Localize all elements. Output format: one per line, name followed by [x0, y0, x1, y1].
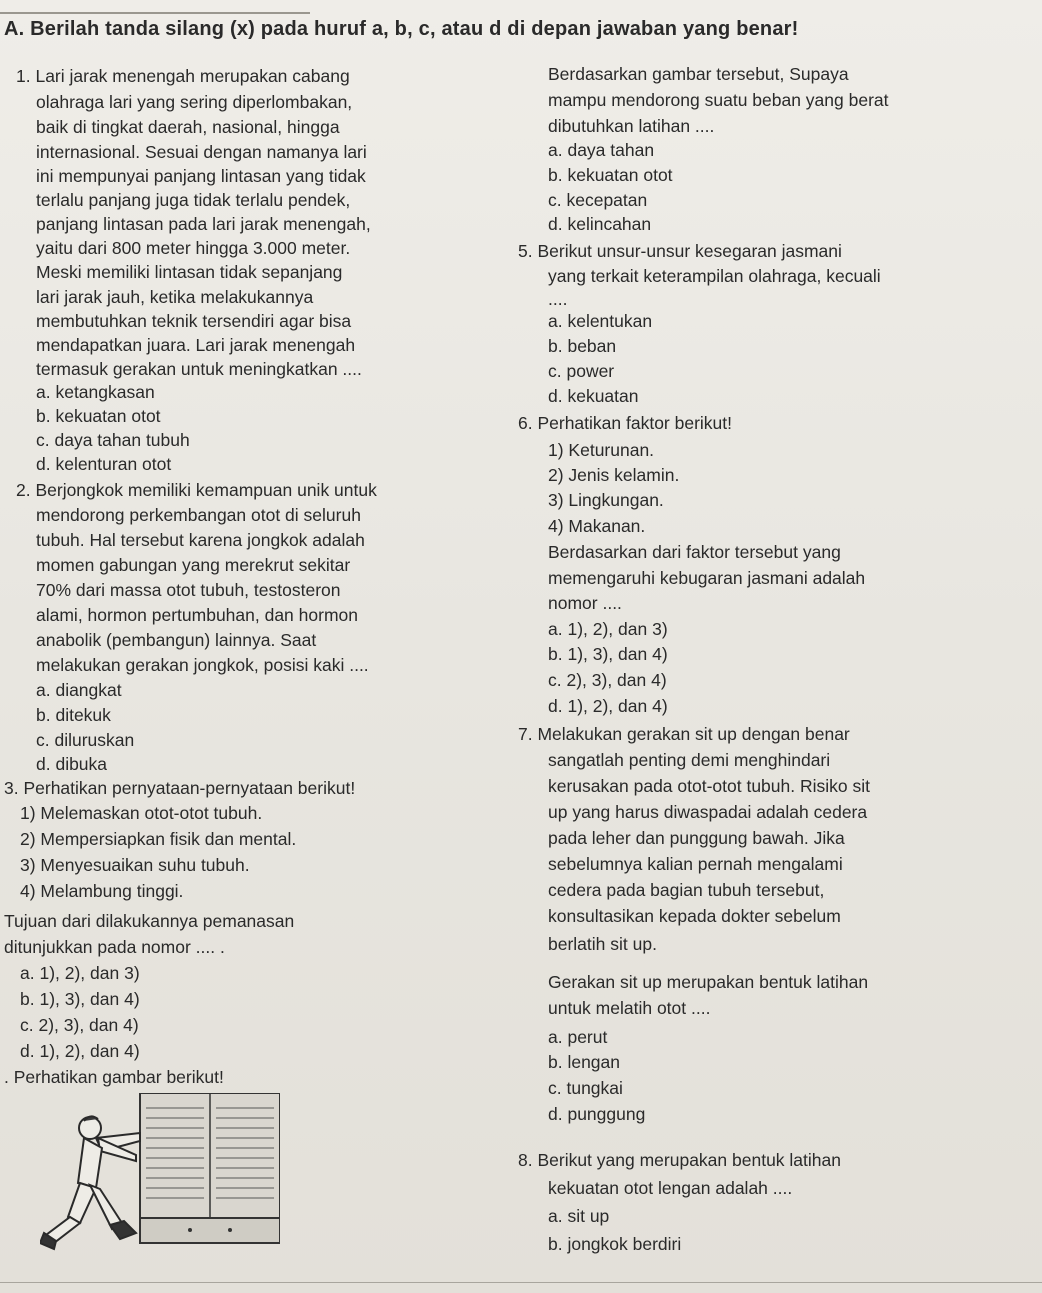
section-heading: A. Berilah tanda silang (x) pada huruf a, b, c, atau d di depan jawaban yang benar!	[4, 18, 799, 40]
left-text-line: 4) Melambung tinggi.	[20, 881, 184, 901]
right-text-line: Berdasarkan gambar tersebut, Supaya	[548, 64, 849, 84]
right-text-line: 4) Makanan.	[548, 516, 646, 536]
left-text-line: lari jarak jauh, ketika melakukannya	[36, 287, 314, 307]
left-text-line: alami, hormon pertumbuhan, dan hormon	[36, 605, 358, 625]
right-text-line: d. kekuatan	[548, 386, 639, 406]
right-text-line: a. daya tahan	[548, 140, 655, 160]
left-text-line: 1) Melemaskan otot-otot tubuh.	[20, 803, 263, 823]
person-pushing-cabinet-illustration	[40, 1093, 280, 1263]
left-text-line: 3) Menyesuaikan suhu tubuh.	[20, 855, 250, 875]
right-text-line: pada leher dan punggung bawah. Jika	[548, 828, 845, 848]
right-text-line: nomor ....	[548, 593, 622, 613]
left-text-line: Tujuan dari dilakukannya pemanasan	[4, 911, 295, 931]
left-text-line: Meski memiliki lintasan tidak sepanjang	[36, 262, 343, 282]
right-text-line: dibutuhkan latihan ....	[548, 116, 715, 136]
left-text-line: d. kelenturan otot	[36, 454, 172, 474]
right-text-line: 6. Perhatikan faktor berikut!	[518, 413, 732, 433]
left-text-line: 1. Lari jarak menengah merupakan cabang	[16, 66, 350, 86]
right-text-line: c. tungkai	[548, 1078, 623, 1098]
left-text-line: ini mempunyai panjang lintasan yang tidak	[36, 166, 366, 186]
left-text-line: panjang lintasan pada lari jarak menengah,	[36, 214, 371, 234]
right-text-line: up yang harus diwaspadai adalah cedera	[548, 802, 868, 822]
right-text-line: 1) Keturunan.	[548, 440, 655, 460]
right-text-line: c. kecepatan	[548, 190, 648, 210]
left-text-line: anabolik (pembangun) lainnya. Saat	[36, 630, 317, 650]
left-text-line: d. dibuka	[36, 754, 108, 774]
right-text-line: 3) Lingkungan.	[548, 490, 664, 510]
left-text-line: yaitu dari 800 meter hingga 3.000 meter.	[36, 238, 351, 258]
right-text-line: ....	[548, 289, 568, 309]
right-text-line: b. jongkok berdiri	[548, 1234, 682, 1254]
left-text-line: a. diangkat	[36, 680, 122, 700]
right-text-line: 5. Berikut unsur-unsur kesegaran jasmani	[518, 241, 842, 261]
bottom-rule	[0, 1282, 1042, 1283]
right-text-line: kerusakan pada otot-otot tubuh. Risiko sit	[548, 776, 870, 796]
right-text-line: 7. Melakukan gerakan sit up dengan benar	[518, 724, 850, 744]
left-text-line: a. ketangkasan	[36, 382, 155, 402]
left-text-line: momen gabungan yang merekrut sekitar	[36, 555, 351, 575]
right-text-line: mampu mendorong suatu beban yang berat	[548, 90, 889, 110]
right-text-line: cedera pada bagian tubuh tersebut,	[548, 880, 825, 900]
left-text-line: ditunjukkan pada nomor .... .	[4, 937, 225, 957]
right-text-line: a. kelentukan	[548, 311, 653, 331]
left-text-line: 3. Perhatikan pernyataan-pernyataan berikut!	[4, 778, 356, 798]
left-text-line: . Perhatikan gambar berikut!	[4, 1067, 224, 1087]
left-text-line: internasional. Sesuai dengan namanya lari	[36, 142, 367, 162]
right-text-line: konsultasikan kepada dokter sebelum	[548, 906, 841, 926]
person-figure	[40, 1116, 140, 1249]
right-text-line: kekuatan otot lengan adalah ....	[548, 1178, 793, 1198]
right-text-line: d. punggung	[548, 1104, 646, 1124]
left-text-line: olahraga lari yang sering diperlombakan,	[36, 92, 353, 112]
left-text-line: terlalu panjang juga tidak terlalu pendek,	[36, 190, 351, 210]
right-text-line: d. kelincahan	[548, 214, 652, 234]
left-text-line: c. diluruskan	[36, 730, 135, 750]
left-text-line: d. 1), 2), dan 4)	[20, 1041, 140, 1061]
right-text-line: berlatih sit up.	[548, 934, 657, 954]
left-text-line: c. daya tahan tubuh	[36, 430, 190, 450]
left-text-line: membutuhkan teknik tersendiri agar bisa	[36, 311, 352, 331]
left-text-line: tubuh. Hal tersebut karena jongkok adalah	[36, 530, 365, 550]
right-text-line: b. lengan	[548, 1052, 621, 1072]
right-text-line: sebelumnya kalian pernah mengalami	[548, 854, 843, 874]
right-text-line: a. 1), 2), dan 3)	[548, 619, 668, 639]
right-text-line: Berdasarkan dari faktor tersebut yang	[548, 542, 841, 562]
left-text-line: b. 1), 3), dan 4)	[20, 989, 140, 1009]
right-text-line: b. 1), 3), dan 4)	[548, 644, 668, 664]
left-text-line: b. kekuatan otot	[36, 406, 161, 426]
right-text-line: untuk melatih otot ....	[548, 998, 711, 1018]
right-text-line: a. perut	[548, 1027, 608, 1047]
right-text-line: 2) Jenis kelamin.	[548, 465, 680, 485]
left-text-line: 70% dari massa otot tubuh, testosteron	[36, 580, 341, 600]
left-text-line: termasuk gerakan untuk meningkatkan ....	[36, 359, 362, 379]
right-text-line: d. 1), 2), dan 4)	[548, 696, 668, 716]
right-text-line: b. kekuatan otot	[548, 165, 673, 185]
right-text-line: 8. Berikut yang merupakan bentuk latihan	[518, 1150, 841, 1170]
right-text-line: memengaruhi kebugaran jasmani adalah	[548, 568, 866, 588]
right-text-line: sangatlah penting demi menghindari	[548, 750, 831, 770]
right-text-line: yang terkait keterampilan olahraga, kecuali	[548, 266, 881, 286]
left-text-line: mendapatkan juara. Lari jarak menengah	[36, 335, 356, 355]
right-text-line: c. power	[548, 361, 615, 381]
left-text-line: mendorong perkembangan otot di seluruh	[36, 505, 361, 525]
right-text-line: a. sit up	[548, 1206, 610, 1226]
right-text-line: b. beban	[548, 336, 617, 356]
left-text-line: b. ditekuk	[36, 705, 111, 725]
left-text-line: c. 2), 3), dan 4)	[20, 1015, 139, 1035]
left-text-line: 2. Berjongkok memiliki kemampuan unik untuk	[16, 480, 377, 500]
left-text-line: melakukan gerakan jongkok, posisi kaki ....	[36, 655, 369, 675]
left-text-line: 2) Mempersiapkan fisik dan mental.	[20, 829, 297, 849]
right-text-line: c. 2), 3), dan 4)	[548, 670, 667, 690]
left-text-line: a. 1), 2), dan 3)	[20, 963, 140, 983]
left-text-line: baik di tingkat daerah, nasional, hingga	[36, 117, 340, 137]
right-text-line: Gerakan sit up merupakan bentuk latihan	[548, 972, 869, 992]
top-rule	[0, 12, 310, 14]
